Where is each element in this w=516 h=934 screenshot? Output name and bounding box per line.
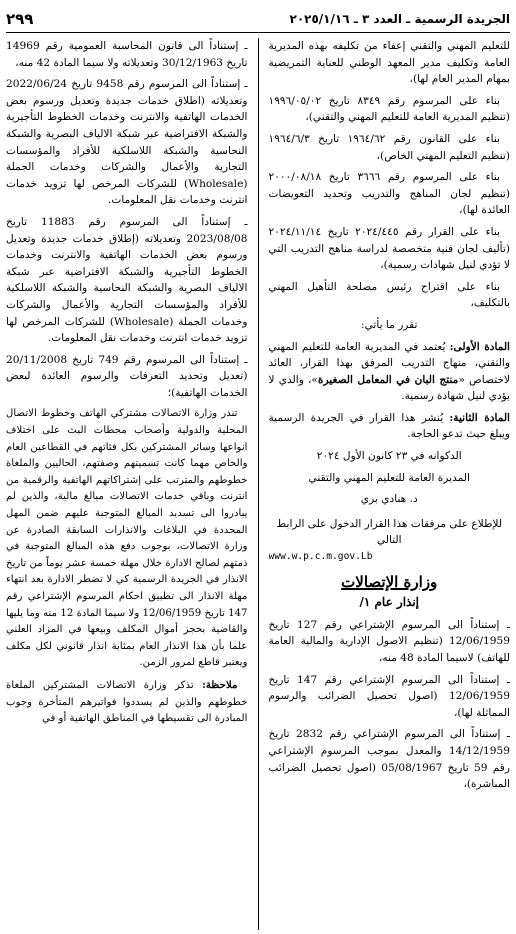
notice-title: إنذار عام ١/ [359,595,420,610]
article-label: المادة الأولى: [449,340,510,353]
paragraph: ـ إستناداً الى المرسوم رقم 11883 تاريخ 2023/08/08 وتعديلاته (إطلاق خدمات جديدة وتعديل ورسوم بعض الخدمات الهاتفية والانترنت وخدمات الخطوط التأجيرية والشبكة الافتراضية عبر شبكة الالياف البصرية والشبكة النحاسية والشبكة اللاسلكية للأفراد والمؤسسات التجارية والأعمال والشركات وخدمات الجملة (Wholesale) للشركات المرخص لها تزويد خدمات انترنت وخدمات نقل المعلومات. [6,215,248,345]
paragraph: ـ إستناداً الى المرسوم الإشتراعي رقم 127 تاريخ 12/06/1959 (تنظيم الاصول الإدارية والمالية العامة للهاتف) لاسيما المادة 48 منه، [268,618,510,664]
note-text: تذكر وزارة الاتصالات المشتركين الملغاة خطوطهم والذين لم يسددوا فواتيرهم المتأخرة وجوب المبادرة الى تقسيطها في المناطق الهاتفية أو في [6,679,248,725]
page-header [6,6,510,33]
right-column [269,38,511,930]
article-text: يُنشر هذا القرار في الجريدة الرسمية ويبلغ حيث تدعو الحاجة. [268,411,510,441]
paragraph: ـ إستناداً الى قانون المحاسبة العمومية رقم 14969 تاريخ 30/12/1963 وتعديلاته ولا سيما المادة 42 منه، [6,40,248,69]
left-column [6,38,248,930]
attachment-note: للإطلاع على مرفقات هذا القرار الدخول على الرابط التالي [276,517,503,547]
article-text: يُعتمد في المديرية العامة للتعليم المهني والتقني، منهاج التدريب المرفق بهذا القرار، العائد لاختصاص « [268,340,510,386]
paragraph: ـ إستناداً الى المرسوم رقم 9458 تاريخ 2022/06/24 وتعديلاته (اطلاق خدمات جديدة وتعديل ورسوم بعض الخدمات الهاتفية والانترنت وخدمات الخطوط التأجيرية والشبكة الافتراضية عبر شبكة الالياف البصرية والشبكة النحاسية والشبكة اللاسلكية للأفراد والمؤسسات التجارية والأعمال والشركات وخدمات الجملة (Wholesale) للشركات المرخص لها تزويد خدمات انترنت وخدمات نقل المعلومات. [6,78,248,207]
gazette-title: الجريدة الرسمية ـ العدد ٣ ـ ٢٠٢٥/١/١٦ [289,12,510,26]
signature-org: المديرة العامة للتعليم المهني والتقني [308,471,470,484]
article-1 [269,339,511,405]
paragraph: بناء على القانون رقم ١٩٦٤/٦٢ تاريخ ١٩٦٤/٦/٣ (تنظيم التعليم المهني الخاص)، [268,132,510,162]
signature-name: د. هنادي بري [360,493,418,506]
column-divider [258,38,259,930]
paragraph: ـ إستناداً الى المرسوم رقم 749 تاريخ 20/11/2008 (تعديل وتحديد التعرفات والرسوم العائدة لبعض الخدمات الهاتفية)؛ [6,353,248,399]
ministry-heading: وزارة الإتصالات [341,572,438,591]
paragraph: ـ إستناداً الى المرسوم الإشتراعي رقم 147 تاريخ 12/06/1959 (اصول تحصيل الضرائب والرسوم المماثلة لها)، [268,673,510,719]
paragraph: بناء على القرار رقم ٢٠٢٤/٤٤٥ تاريخ ٢٠٢٤/١١/١٤ (تأليف لجان فنية متخصصة لدراسة مناهج التدريب التي لا تؤدي لنيل شهادات رسمية)، [268,225,510,272]
article-label: المادة الثانية: [449,411,510,424]
article-text: »، والذي لا يؤدي لنيل شهادة رسمية. [268,373,510,403]
columns [6,38,510,930]
paragraph: بناء على المرسوم رقم ٣٦٦٦ تاريخ ٢٠٠٠/٠٨/١٨ (تنظيم لجان المناهج والتدريب وتحديد التعويضات العائدة لها)، [268,171,510,217]
page-number: ٢٩٩ [6,10,34,28]
decision-heading: تقرر ما يأتي: [361,318,418,331]
paragraph: للتعليم المهني والتقني إعفاء من تكليفه بهذه المديرية العامة وتكليف مدير المعهد الوطني للعناية التمريضية بمهام المدير العام لها)، [268,40,510,86]
note [6,677,248,728]
specialty-name: منتج البان في المعامل الصغيرة [317,373,459,386]
article-2 [269,410,511,443]
note-label: ملاحظة: [202,678,238,691]
paragraph: بناء على اقتراح رئيس مصلحة التأهيل المهني بالتكليف، [268,280,510,310]
paragraph: بناء على المرسوم رقم ٨٣٤٩ تاريخ ١٩٩٦/٠٥/٠٢ (تنظيم المديرية العامة للتعليم المهني والتقني)، [268,94,510,124]
paragraph: ـ إستناداً الى المرسوم الإشتراعي رقم 2832 تاريخ 14/12/1959 والمعدل بموجب المرسوم الإشتراعي رقم 59 تاريخ 05/08/1967 (اصول تحصيل الضرائب المباشرة)، [268,728,510,791]
warning-body: تنذر وزارة الاتصالات مشتركي الهاتف وخطوط الاتصال المحلية والدولية وأصحاب محطات البث على اختلاف انواعها وسائر المشتركين بكل فئاتهم في القطاعين العام والخاص مهما كانت تسميتهم وصفتهم، الحاليين والملغاة خطوطهم والمترتب على إشتراكاتهم الهاتفية والرقمية من انترنت وباقي خدمات الاتصالات مبالغ مالية، والذين لم يبادروا الى تسديد المبالغ المتوجبة عليهم ضمن المهل المحددة في البلاغات والانذارات السابقة الصادرة عن وزارة الاتصالات، بوجوب دفع هذه المبالغ المتوجبة في ذمتهم لصالح الادارة خلال مهلة خمسة عشر يوماً من تاريخ الانذار في الجريدة الرسمية كي لا تضطر الادارة بعد انتهاء مهلة الانذار الى تطبيق احكام المرسوم الإشتراعي رقم 147 تاريخ 12/06/1959 ولا سيما المادة 12 منه وما يليها والقاضية بحجز أموال المكلف وبيعها في المزاد العلني علما بأن هذا الانذار العام بمثابة انذار قانوني لكل مكلف ويعتبر قاطع لمرور الزمن. [6,408,248,669]
signature-date: الدكوانه في ٢٣ كانون الأول ٢٠٢٤ [316,450,462,463]
attachment-url[interactable]: www.w.p.c.m.gov.Lb [268,551,373,563]
